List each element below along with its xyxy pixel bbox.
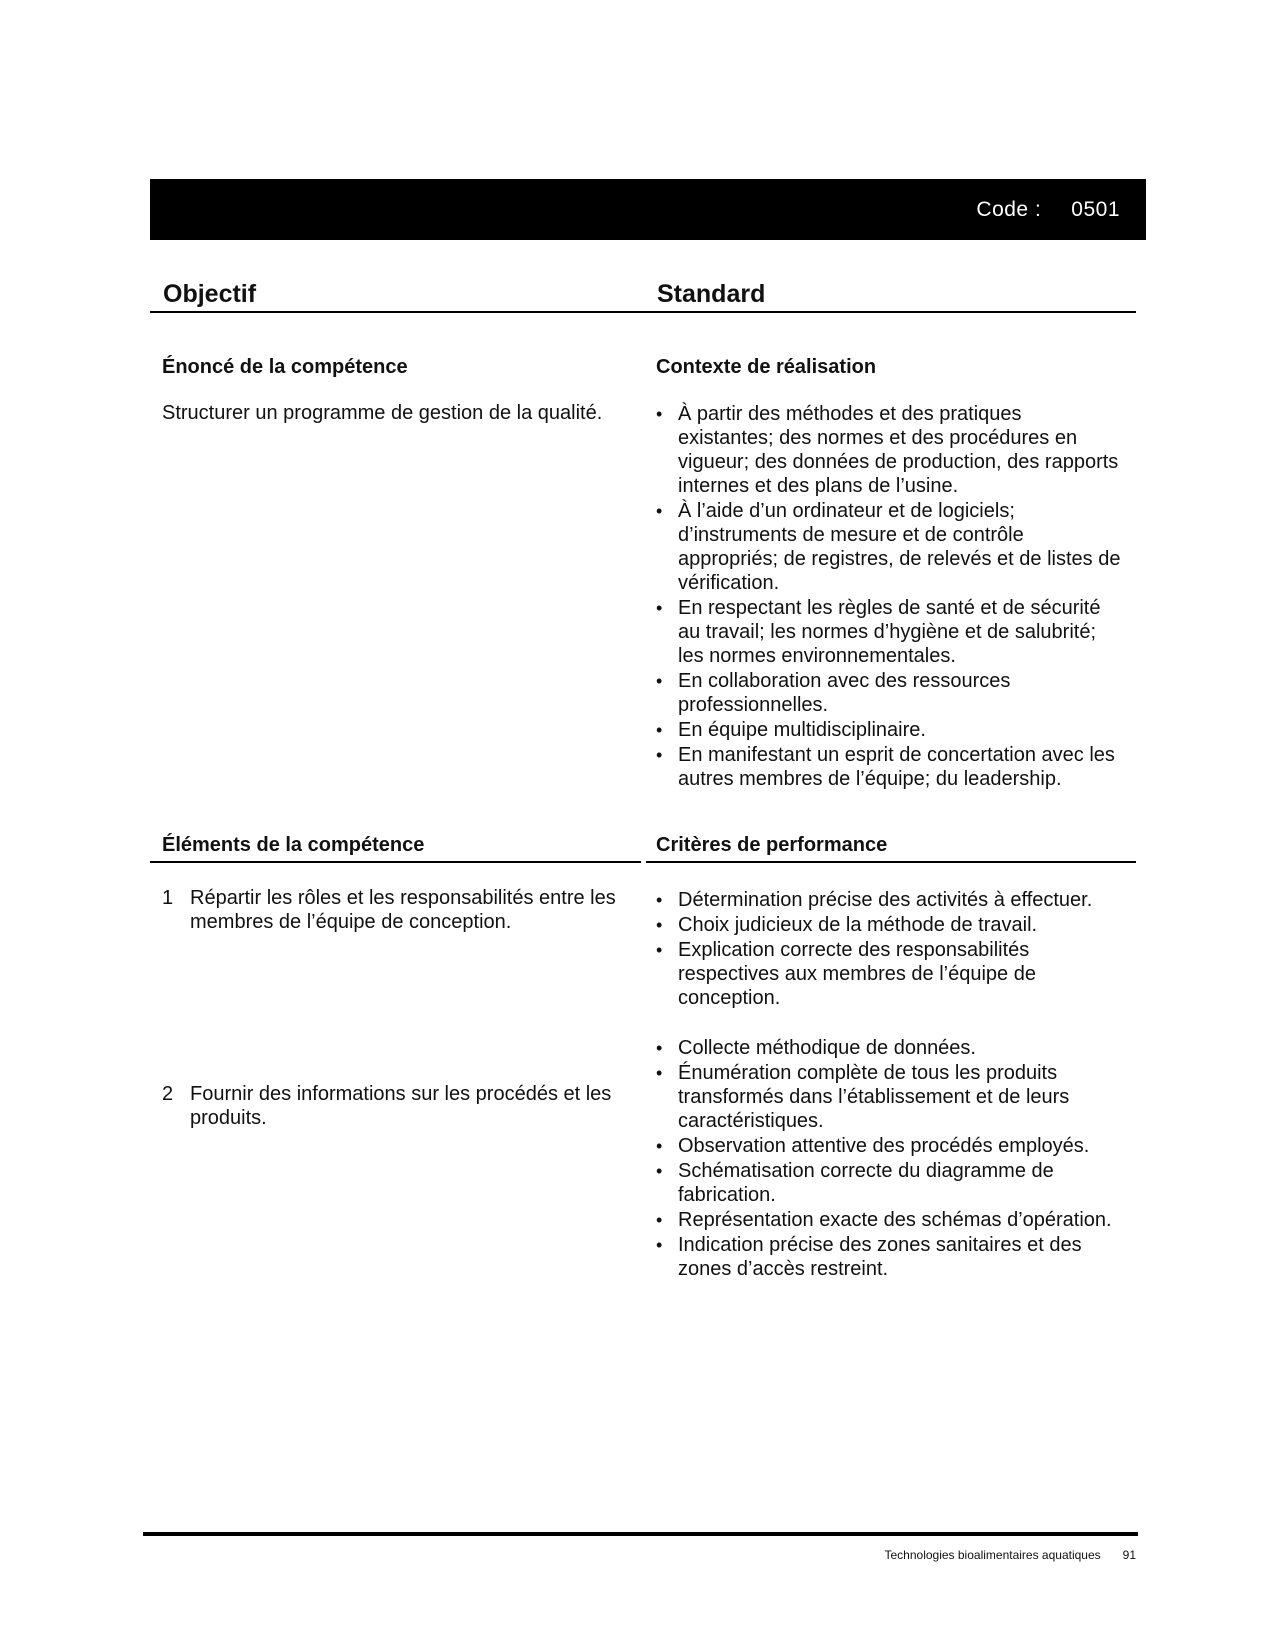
footer-title: Technologies bioalimentaires aquatiques	[884, 1548, 1101, 1562]
objectif-title: Objectif	[163, 280, 257, 308]
title-divider	[150, 311, 1136, 313]
critere-item: • Observation attentive des procédés employés.	[655, 1134, 1121, 1158]
contexte-list	[655, 402, 1121, 792]
criteres-divider	[646, 861, 1136, 863]
code-header-bar	[150, 179, 1146, 240]
element-item-1	[162, 886, 660, 934]
critere-item: • Schématisation correcte du diagramme de fabrication.	[655, 1159, 1121, 1207]
contexte-item: • En manifestant un esprit de concertation avec les autres membres de l’équipe; du leadership.	[655, 743, 1121, 791]
footer-rule	[143, 1532, 1138, 1536]
footer	[885, 1548, 1137, 1562]
contexte-heading: Contexte de réalisation	[656, 356, 877, 378]
element-item-2	[162, 1082, 660, 1130]
enonce-heading: Énoncé de la compétence	[162, 356, 408, 378]
element-number: 1	[162, 887, 174, 909]
element-text: Répartir les rôles et les responsabilités entre les membres de l’équipe de conception.	[190, 887, 616, 933]
criteres-heading: Critères de performance	[656, 834, 888, 856]
critere-item: • Choix judicieux de la méthode de travail.	[655, 913, 1121, 937]
criteres-list-2	[655, 1036, 1121, 1282]
standard-title: Standard	[657, 280, 766, 308]
contexte-item: • En respectant les règles de santé et de sécurité au travail; les normes d’hygiène et de salubrité; les normes environnementales.	[655, 596, 1121, 668]
contexte-item: • À l’aide d’un ordinateur et de logiciels; d’instruments de mesure et de contrôle appropriés; de registres, de relevés et de listes de vérification.	[655, 499, 1121, 595]
element-number: 2	[162, 1083, 174, 1105]
elements-heading: Éléments de la compétence	[162, 834, 425, 856]
contexte-item: • En collaboration avec des ressources professionnelles.	[655, 669, 1121, 717]
element-text: Fournir des informations sur les procédés et les produits.	[190, 1083, 612, 1129]
critere-item: • Énumération complète de tous les produits transformés dans l’établissement et de leurs caractéristiques.	[655, 1061, 1121, 1133]
critere-item: • Collecte méthodique de données.	[655, 1036, 1121, 1060]
critere-item: • Indication précise des zones sanitaires et des zones d’accès restreint.	[655, 1233, 1121, 1281]
code-value: 0501	[1071, 198, 1120, 221]
critere-item: • Représentation exacte des schémas d’opération.	[655, 1208, 1121, 1232]
code-display	[976, 198, 1120, 222]
contexte-item: • En équipe multidisciplinaire.	[655, 718, 1121, 742]
elements-divider	[150, 861, 641, 863]
code-label: Code :	[976, 198, 1042, 221]
critere-item: • Détermination précise des activités à effectuer.	[655, 888, 1121, 912]
contexte-item: • À partir des méthodes et des pratiques existantes; des normes et des procédures en vigueur; des données de production, des rapports internes et des plans de l’usine.	[655, 402, 1121, 498]
enonce-text: Structurer un programme de gestion de la qualité.	[162, 402, 603, 424]
page-number: 91	[1122, 1548, 1136, 1562]
criteres-list-1	[655, 888, 1121, 1011]
critere-item: • Explication correcte des responsabilités respectives aux membres de l’équipe de conception.	[655, 938, 1121, 1010]
